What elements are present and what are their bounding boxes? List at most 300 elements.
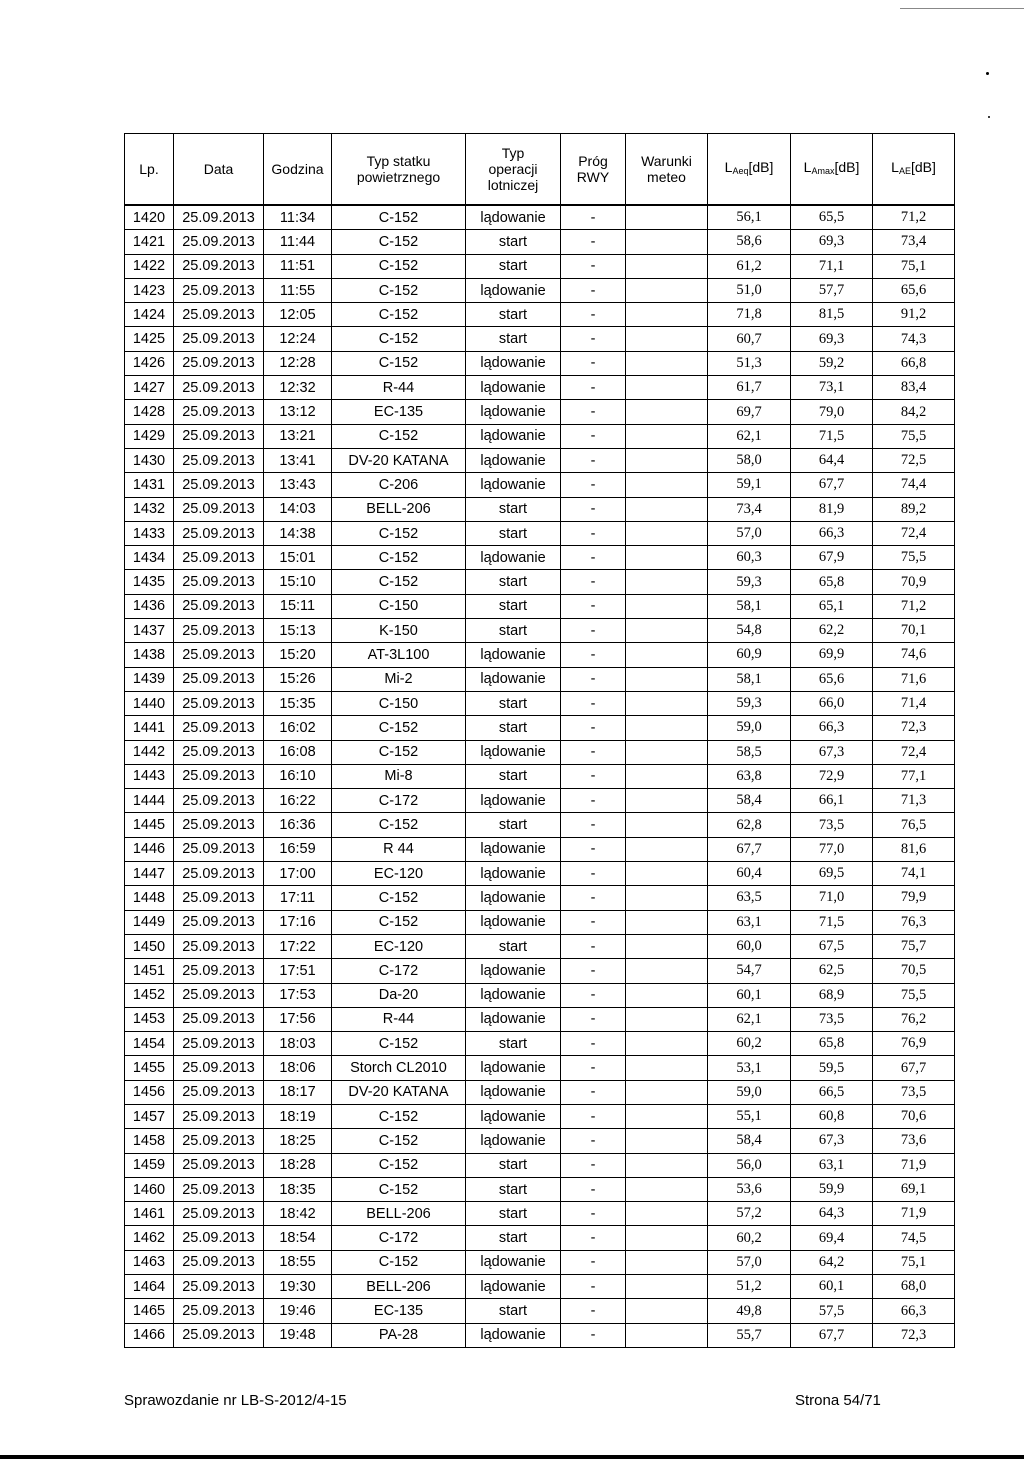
cell-typ-statku: EC-120: [332, 862, 466, 886]
cell-godzina: 13:21: [264, 424, 332, 448]
cell-typ-statku: C-152: [332, 740, 466, 764]
report-number: Sprawozdanie nr LB-S-2012/4-15: [124, 1392, 347, 1409]
cell-lp: 1461: [125, 1202, 174, 1226]
cell-lp: 1462: [125, 1226, 174, 1250]
cell-lae: 74,6: [873, 643, 955, 667]
cell-typ-operacji: lądowanie: [466, 959, 561, 983]
cell-typ-operacji: start: [466, 521, 561, 545]
cell-typ-operacji: lądowanie: [466, 1275, 561, 1299]
cell-godzina: 18:19: [264, 1104, 332, 1128]
cell-laeq: 63,8: [708, 764, 791, 788]
table-row: [125, 278, 955, 302]
cell-warunki-meteo: [626, 1007, 708, 1031]
cell-data: 25.09.2013: [174, 910, 264, 934]
cell-laeq: 57,0: [708, 1250, 791, 1274]
cell-prog-rwy: -: [561, 619, 626, 643]
cell-warunki-meteo: [626, 1275, 708, 1299]
cell-data: 25.09.2013: [174, 448, 264, 472]
cell-laeq: 61,7: [708, 376, 791, 400]
cell-typ-statku: C-152: [332, 1153, 466, 1177]
cell-lp: 1466: [125, 1323, 174, 1347]
cell-lamax: 66,0: [791, 691, 873, 715]
table-row: [125, 594, 955, 618]
cell-laeq: 60,9: [708, 643, 791, 667]
cell-warunki-meteo: [626, 497, 708, 521]
cell-lp: 1440: [125, 691, 174, 715]
cell-laeq: 54,8: [708, 619, 791, 643]
cell-typ-statku: C-152: [332, 716, 466, 740]
cell-typ-operacji: start: [466, 254, 561, 278]
cell-warunki-meteo: [626, 667, 708, 691]
cell-prog-rwy: -: [561, 862, 626, 886]
page-number: Strona 54/71: [795, 1392, 881, 1409]
cell-lp: 1465: [125, 1299, 174, 1323]
cell-data: 25.09.2013: [174, 619, 264, 643]
cell-typ-operacji: start: [466, 1202, 561, 1226]
cell-laeq: 63,1: [708, 910, 791, 934]
cell-data: 25.09.2013: [174, 837, 264, 861]
cell-lae: 75,5: [873, 983, 955, 1007]
cell-data: 25.09.2013: [174, 424, 264, 448]
cell-godzina: 15:11: [264, 594, 332, 618]
cell-prog-rwy: -: [561, 351, 626, 375]
cell-warunki-meteo: [626, 1202, 708, 1226]
cell-lae: 73,6: [873, 1129, 955, 1153]
cell-typ-operacji: lądowanie: [466, 886, 561, 910]
cell-typ-statku: R 44: [332, 837, 466, 861]
cell-laeq: 49,8: [708, 1299, 791, 1323]
cell-typ-statku: BELL-206: [332, 1202, 466, 1226]
cell-lamax: 62,2: [791, 619, 873, 643]
cell-lamax: 66,5: [791, 1080, 873, 1104]
cell-prog-rwy: -: [561, 740, 626, 764]
cell-typ-operacji: lądowanie: [466, 424, 561, 448]
table-row: [125, 1032, 955, 1056]
cell-data: 25.09.2013: [174, 1275, 264, 1299]
cell-typ-statku: C-152: [332, 351, 466, 375]
cell-prog-rwy: -: [561, 473, 626, 497]
cell-typ-statku: C-152: [332, 1177, 466, 1201]
cell-warunki-meteo: [626, 1323, 708, 1347]
cell-godzina: 12:28: [264, 351, 332, 375]
cell-laeq: 60,4: [708, 862, 791, 886]
cell-prog-rwy: -: [561, 254, 626, 278]
cell-typ-statku: C-150: [332, 691, 466, 715]
cell-lamax: 60,1: [791, 1275, 873, 1299]
cell-prog-rwy: -: [561, 837, 626, 861]
cell-typ-operacji: lądowanie: [466, 667, 561, 691]
cell-typ-statku: C-172: [332, 789, 466, 813]
cell-laeq: 58,4: [708, 1129, 791, 1153]
cell-lp: 1443: [125, 764, 174, 788]
cell-typ-statku: R-44: [332, 376, 466, 400]
cell-data: 25.09.2013: [174, 1226, 264, 1250]
table-row: [125, 1250, 955, 1274]
cell-warunki-meteo: [626, 254, 708, 278]
cell-warunki-meteo: [626, 1104, 708, 1128]
cell-prog-rwy: -: [561, 1007, 626, 1031]
cell-lae: 74,4: [873, 473, 955, 497]
cell-laeq: 55,1: [708, 1104, 791, 1128]
cell-lp: 1457: [125, 1104, 174, 1128]
cell-warunki-meteo: [626, 910, 708, 934]
table-row: [125, 1080, 955, 1104]
cell-lamax: 67,5: [791, 934, 873, 958]
cell-warunki-meteo: [626, 789, 708, 813]
cell-lae: 74,3: [873, 327, 955, 351]
cell-godzina: 17:56: [264, 1007, 332, 1031]
cell-godzina: 18:54: [264, 1226, 332, 1250]
cell-lp: 1429: [125, 424, 174, 448]
cell-typ-operacji: start: [466, 594, 561, 618]
cell-data: 25.09.2013: [174, 1032, 264, 1056]
cell-lp: 1426: [125, 351, 174, 375]
cell-data: 25.09.2013: [174, 740, 264, 764]
scan-speck: [988, 116, 990, 118]
cell-lamax: 67,7: [791, 473, 873, 497]
cell-data: 25.09.2013: [174, 886, 264, 910]
cell-typ-statku: C-152: [332, 813, 466, 837]
cell-lp: 1449: [125, 910, 174, 934]
cell-lp: 1454: [125, 1032, 174, 1056]
cell-lp: 1420: [125, 205, 174, 230]
cell-prog-rwy: -: [561, 716, 626, 740]
cell-typ-statku: C-152: [332, 521, 466, 545]
cell-laeq: 56,1: [708, 205, 791, 230]
cell-typ-statku: C-150: [332, 594, 466, 618]
cell-typ-operacji: start: [466, 619, 561, 643]
cell-lae: 75,5: [873, 424, 955, 448]
cell-typ-statku: Mi-8: [332, 764, 466, 788]
cell-data: 25.09.2013: [174, 789, 264, 813]
cell-lae: 70,5: [873, 959, 955, 983]
cell-lp: 1436: [125, 594, 174, 618]
cell-lp: 1456: [125, 1080, 174, 1104]
cell-warunki-meteo: [626, 934, 708, 958]
cell-lae: 70,6: [873, 1104, 955, 1128]
cell-typ-operacji: lądowanie: [466, 1250, 561, 1274]
cell-lae: 91,2: [873, 303, 955, 327]
cell-lae: 84,2: [873, 400, 955, 424]
cell-laeq: 60,1: [708, 983, 791, 1007]
cell-lp: 1448: [125, 886, 174, 910]
cell-data: 25.09.2013: [174, 278, 264, 302]
table-row: [125, 1104, 955, 1128]
cell-typ-operacji: lądowanie: [466, 910, 561, 934]
cell-prog-rwy: -: [561, 1177, 626, 1201]
cell-godzina: 11:55: [264, 278, 332, 302]
cell-data: 25.09.2013: [174, 862, 264, 886]
cell-prog-rwy: -: [561, 934, 626, 958]
cell-lamax: 79,0: [791, 400, 873, 424]
table-row: [125, 959, 955, 983]
cell-data: 25.09.2013: [174, 1177, 264, 1201]
cell-lae: 71,9: [873, 1153, 955, 1177]
cell-lamax: 57,5: [791, 1299, 873, 1323]
cell-typ-operacji: start: [466, 327, 561, 351]
cell-godzina: 16:59: [264, 837, 332, 861]
cell-lamax: 81,9: [791, 497, 873, 521]
cell-lae: 75,1: [873, 254, 955, 278]
cell-godzina: 18:03: [264, 1032, 332, 1056]
cell-typ-operacji: lądowanie: [466, 643, 561, 667]
cell-warunki-meteo: [626, 716, 708, 740]
cell-lp: 1460: [125, 1177, 174, 1201]
cell-data: 25.09.2013: [174, 303, 264, 327]
header-data: Data: [174, 134, 264, 206]
cell-prog-rwy: -: [561, 691, 626, 715]
cell-lp: 1430: [125, 448, 174, 472]
table-row: [125, 789, 955, 813]
cell-laeq: 63,5: [708, 886, 791, 910]
cell-typ-operacji: start: [466, 813, 561, 837]
cell-typ-operacji: start: [466, 1177, 561, 1201]
cell-lae: 75,1: [873, 1250, 955, 1274]
cell-data: 25.09.2013: [174, 1080, 264, 1104]
cell-data: 25.09.2013: [174, 1153, 264, 1177]
cell-lae: 71,2: [873, 594, 955, 618]
cell-laeq: 59,3: [708, 570, 791, 594]
cell-lamax: 62,5: [791, 959, 873, 983]
cell-laeq: 67,7: [708, 837, 791, 861]
cell-typ-operacji: start: [466, 303, 561, 327]
cell-godzina: 15:35: [264, 691, 332, 715]
cell-lae: 70,9: [873, 570, 955, 594]
table-row: [125, 813, 955, 837]
table-row: [125, 1226, 955, 1250]
cell-typ-operacji: start: [466, 1032, 561, 1056]
cell-lp: 1450: [125, 934, 174, 958]
cell-data: 25.09.2013: [174, 1007, 264, 1031]
cell-lae: 66,8: [873, 351, 955, 375]
cell-prog-rwy: -: [561, 1080, 626, 1104]
cell-data: 25.09.2013: [174, 983, 264, 1007]
cell-godzina: 15:13: [264, 619, 332, 643]
cell-lae: 73,4: [873, 230, 955, 254]
header-typ-statku: Typ statku powietrznego: [332, 134, 466, 206]
cell-typ-operacji: lądowanie: [466, 1007, 561, 1031]
cell-data: 25.09.2013: [174, 254, 264, 278]
cell-typ-operacji: lądowanie: [466, 862, 561, 886]
cell-lae: 76,5: [873, 813, 955, 837]
cell-typ-statku: EC-135: [332, 1299, 466, 1323]
cell-lae: 76,3: [873, 910, 955, 934]
table-row: [125, 303, 955, 327]
cell-godzina: 17:00: [264, 862, 332, 886]
cell-lp: 1439: [125, 667, 174, 691]
cell-lamax: 67,7: [791, 1323, 873, 1347]
cell-laeq: 51,2: [708, 1275, 791, 1299]
cell-warunki-meteo: [626, 813, 708, 837]
table-row: [125, 691, 955, 715]
cell-lamax: 71,5: [791, 424, 873, 448]
table-row: [125, 473, 955, 497]
cell-lp: 1435: [125, 570, 174, 594]
cell-laeq: 62,8: [708, 813, 791, 837]
cell-prog-rwy: -: [561, 1226, 626, 1250]
cell-lae: 69,1: [873, 1177, 955, 1201]
cell-prog-rwy: -: [561, 1032, 626, 1056]
cell-prog-rwy: -: [561, 1250, 626, 1274]
cell-lamax: 67,9: [791, 546, 873, 570]
cell-lp: 1438: [125, 643, 174, 667]
cell-lamax: 63,1: [791, 1153, 873, 1177]
cell-prog-rwy: -: [561, 983, 626, 1007]
cell-prog-rwy: -: [561, 1299, 626, 1323]
cell-warunki-meteo: [626, 691, 708, 715]
cell-prog-rwy: -: [561, 570, 626, 594]
cell-laeq: 73,4: [708, 497, 791, 521]
cell-godzina: 18:42: [264, 1202, 332, 1226]
table-row: [125, 643, 955, 667]
cell-laeq: 59,1: [708, 473, 791, 497]
cell-typ-operacji: lądowanie: [466, 546, 561, 570]
cell-lamax: 64,3: [791, 1202, 873, 1226]
table-row: [125, 1129, 955, 1153]
cell-lp: 1422: [125, 254, 174, 278]
cell-prog-rwy: -: [561, 1202, 626, 1226]
cell-laeq: 59,0: [708, 716, 791, 740]
table-row: [125, 1007, 955, 1031]
cell-typ-operacji: start: [466, 716, 561, 740]
cell-laeq: 69,7: [708, 400, 791, 424]
cell-lp: 1446: [125, 837, 174, 861]
cell-godzina: 18:25: [264, 1129, 332, 1153]
cell-lp: 1425: [125, 327, 174, 351]
cell-typ-operacji: lądowanie: [466, 1080, 561, 1104]
cell-typ-operacji: lądowanie: [466, 400, 561, 424]
cell-warunki-meteo: [626, 1226, 708, 1250]
cell-typ-statku: EC-120: [332, 934, 466, 958]
cell-warunki-meteo: [626, 643, 708, 667]
cell-prog-rwy: -: [561, 643, 626, 667]
cell-lae: 73,5: [873, 1080, 955, 1104]
cell-lae: 72,4: [873, 740, 955, 764]
table-header: [125, 134, 955, 206]
cell-typ-statku: C-172: [332, 1226, 466, 1250]
cell-lae: 89,2: [873, 497, 955, 521]
cell-data: 25.09.2013: [174, 643, 264, 667]
table-row: [125, 546, 955, 570]
cell-lamax: 65,5: [791, 205, 873, 230]
cell-typ-statku: BELL-206: [332, 1275, 466, 1299]
cell-typ-statku: C-152: [332, 886, 466, 910]
cell-lamax: 67,3: [791, 740, 873, 764]
cell-prog-rwy: -: [561, 959, 626, 983]
cell-lamax: 66,1: [791, 789, 873, 813]
cell-godzina: 15:01: [264, 546, 332, 570]
cell-data: 25.09.2013: [174, 473, 264, 497]
cell-laeq: 58,1: [708, 667, 791, 691]
cell-lae: 67,7: [873, 1056, 955, 1080]
table-row: [125, 1323, 955, 1347]
cell-lamax: 69,9: [791, 643, 873, 667]
cell-laeq: 57,2: [708, 1202, 791, 1226]
cell-prog-rwy: -: [561, 1056, 626, 1080]
cell-lae: 71,6: [873, 667, 955, 691]
cell-lae: 76,9: [873, 1032, 955, 1056]
cell-typ-statku: PA-28: [332, 1323, 466, 1347]
cell-typ-operacji: start: [466, 934, 561, 958]
cell-typ-operacji: lądowanie: [466, 448, 561, 472]
cell-godzina: 14:03: [264, 497, 332, 521]
cell-typ-operacji: start: [466, 230, 561, 254]
cell-lae: 81,6: [873, 837, 955, 861]
cell-typ-statku: Da-20: [332, 983, 466, 1007]
cell-lamax: 81,5: [791, 303, 873, 327]
cell-lae: 72,4: [873, 521, 955, 545]
cell-prog-rwy: -: [561, 424, 626, 448]
cell-lp: 1423: [125, 278, 174, 302]
cell-prog-rwy: -: [561, 303, 626, 327]
cell-godzina: 12:05: [264, 303, 332, 327]
cell-typ-operacji: lądowanie: [466, 1104, 561, 1128]
cell-laeq: 58,6: [708, 230, 791, 254]
table-row: [125, 1275, 955, 1299]
table-row: [125, 716, 955, 740]
cell-laeq: 60,7: [708, 327, 791, 351]
header-typ-operacji: Typ operacji lotniczej: [466, 134, 561, 206]
cell-warunki-meteo: [626, 376, 708, 400]
cell-prog-rwy: -: [561, 376, 626, 400]
cell-data: 25.09.2013: [174, 1299, 264, 1323]
cell-lp: 1459: [125, 1153, 174, 1177]
cell-lae: 79,9: [873, 886, 955, 910]
cell-godzina: 13:43: [264, 473, 332, 497]
cell-godzina: 17:11: [264, 886, 332, 910]
cell-data: 25.09.2013: [174, 1129, 264, 1153]
cell-lamax: 69,3: [791, 230, 873, 254]
cell-lamax: 71,0: [791, 886, 873, 910]
cell-lae: 66,3: [873, 1299, 955, 1323]
cell-lamax: 65,8: [791, 1032, 873, 1056]
cell-typ-operacji: lądowanie: [466, 1129, 561, 1153]
cell-lp: 1463: [125, 1250, 174, 1274]
cell-typ-statku: C-152: [332, 570, 466, 594]
cell-lp: 1432: [125, 497, 174, 521]
cell-typ-operacji: lądowanie: [466, 789, 561, 813]
header-lamax: $L_{Amax}[dB]$: [791, 134, 873, 206]
cell-prog-rwy: -: [561, 278, 626, 302]
cell-typ-statku: R-44: [332, 1007, 466, 1031]
cell-lae: 72,3: [873, 716, 955, 740]
footer-rule: [0, 1455, 1024, 1459]
table-row: [125, 862, 955, 886]
cell-lp: 1464: [125, 1275, 174, 1299]
cell-lae: 75,5: [873, 546, 955, 570]
cell-lamax: 73,5: [791, 1007, 873, 1031]
cell-lae: 74,5: [873, 1226, 955, 1250]
cell-lp: 1455: [125, 1056, 174, 1080]
cell-laeq: 61,2: [708, 254, 791, 278]
header-prog-rwy: Próg RWY: [561, 134, 626, 206]
cell-warunki-meteo: [626, 983, 708, 1007]
table-row: [125, 205, 955, 230]
cell-godzina: 18:35: [264, 1177, 332, 1201]
cell-lamax: 59,9: [791, 1177, 873, 1201]
cell-godzina: 17:51: [264, 959, 332, 983]
cell-warunki-meteo: [626, 1250, 708, 1274]
cell-typ-operacji: start: [466, 691, 561, 715]
cell-warunki-meteo: [626, 473, 708, 497]
cell-lamax: 59,5: [791, 1056, 873, 1080]
cell-warunki-meteo: [626, 1177, 708, 1201]
cell-prog-rwy: -: [561, 910, 626, 934]
cell-typ-statku: C-152: [332, 303, 466, 327]
cell-warunki-meteo: [626, 303, 708, 327]
cell-lamax: 66,3: [791, 716, 873, 740]
cell-godzina: 17:53: [264, 983, 332, 1007]
